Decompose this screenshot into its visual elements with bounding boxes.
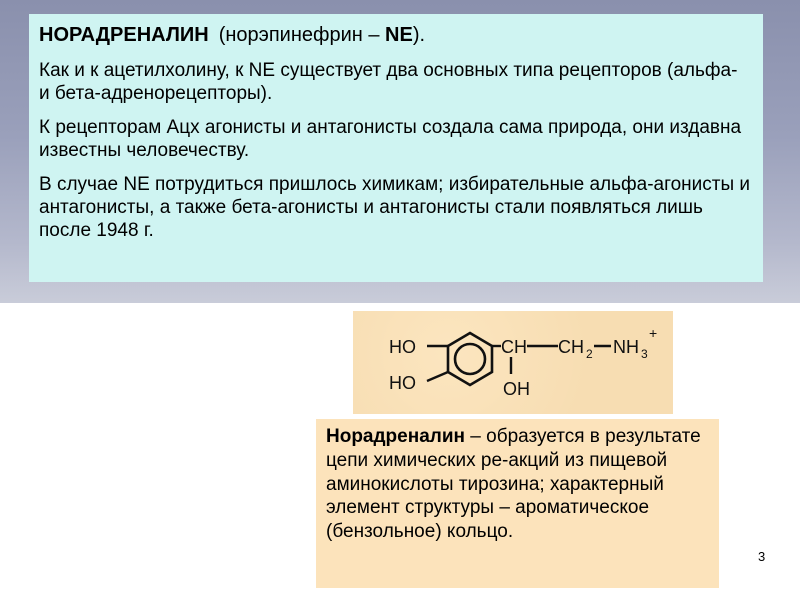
ho-top-label: HO: [389, 337, 416, 357]
page-number: 3: [758, 549, 766, 564]
main-text-box: [29, 14, 763, 282]
aromatic-circle-icon: [455, 344, 485, 374]
description-box: [316, 419, 719, 588]
title-bold: НОРАДРЕНАЛИН: [39, 24, 209, 46]
charge-label: +: [649, 325, 658, 341]
title-rest: (норэпинефрин –: [218, 24, 386, 46]
paragraph-chemists: В случае NE потрудиться пришлось химикам; избирательные альфа-агонисты и антагонисты, а также бета-агонисты и антагонисты стали появляться лишь после 1948 г.: [39, 174, 751, 241]
structural-formula: [353, 311, 673, 414]
formula-svg: [353, 311, 673, 414]
ho-bottom-label: HO: [389, 373, 416, 393]
ch2-subscript: 2: [586, 347, 593, 361]
ch-label: CH: [501, 337, 527, 357]
nh3-label: NH: [613, 337, 639, 357]
paragraph-nature: К рецепторам Ацх агонисты и антагонисты создала сама природа, они издавна известны человечеству.: [39, 117, 742, 161]
oh-label: OH: [503, 379, 530, 399]
description-term: Норадреналин: [326, 426, 466, 447]
nh3-subscript: 3: [641, 347, 648, 361]
slide-title: [39, 24, 751, 47]
paragraph-receptors: Как и к ацетилхолину, к NE существует два основных типа рецепторов (альфа- и бета-адренорецепторы).: [39, 60, 738, 104]
title-end: ).: [412, 24, 426, 46]
title-ne: NE: [385, 24, 413, 46]
description-text: – образуется в результате цепи химических ре-акций из пищевой аминокислоты тирозина; характерный элемент структуры – ароматическое (бензольное) кольцо.: [326, 426, 701, 543]
ch2-label: CH: [558, 337, 584, 357]
